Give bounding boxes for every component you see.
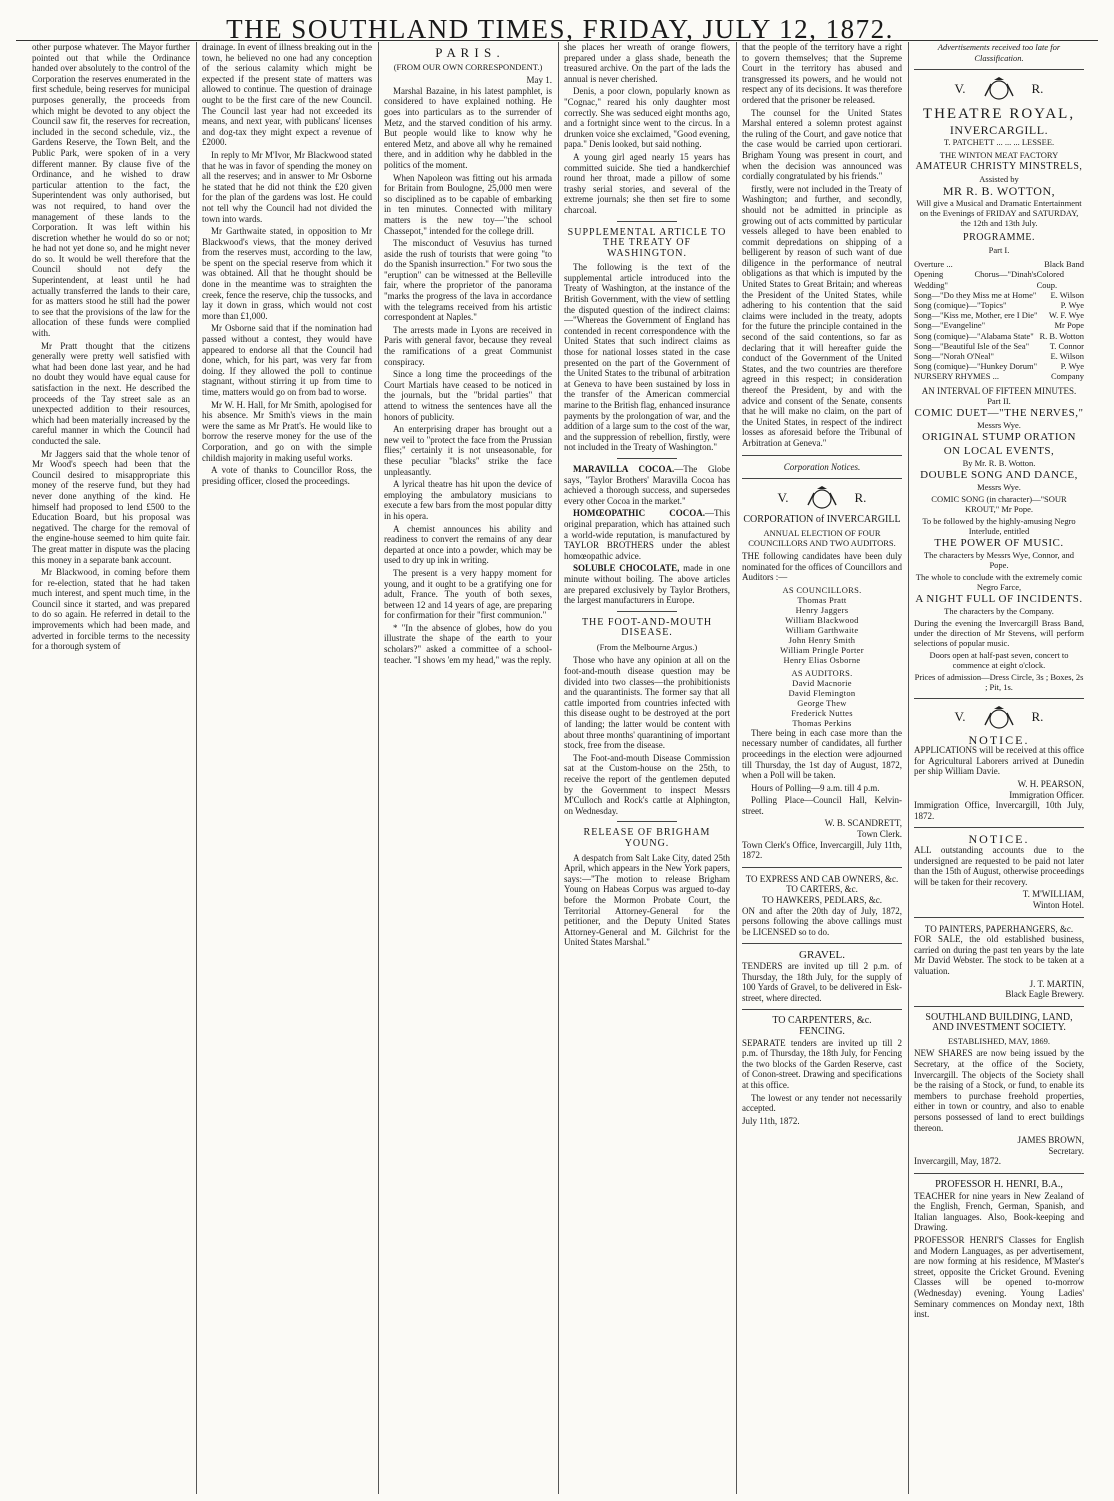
- column-2: [202, 42, 372, 1492]
- auditor: David Macnorie: [792, 677, 852, 688]
- lessee-line: T. PATCHETT ... ... ... LESSEE.: [943, 137, 1055, 148]
- article-paragraph: The misconduct of Vesuvius has turned aside the rush of tourists that were going "to do the Spanish insurrection." For two sous the "eruption" can be witnessed at the Belleville fair, where the proprietor of the panorama "marks the progress of the lava in accordance with the telegrams received from his artistic correspondent at Naples.": [384, 238, 552, 323]
- councillor: William Garthwaite: [785, 624, 859, 635]
- programme-item: Song—"Do they Miss me at Home" E. Wilson: [914, 289, 1084, 300]
- article-paragraph: A despatch from Salt Lake City, dated 25th April, which appears in the New York papers, says:—"The motion to release Brigham Young on Habeas Corpus was argued to-day before the Mormon Probate Court, the Territorial Attorney-General for the petitioner, and the Deputy United States Attorney-General and M. Gilchrist for the United States Marshal.": [564, 852, 730, 948]
- crest-icon: [982, 705, 1016, 731]
- programme-item: Opening Chorus—"Dinah's Wedding" Colored Coup.: [914, 269, 1064, 290]
- councillor: Henry Elias Osborne: [783, 654, 861, 665]
- divider: [914, 69, 1084, 70]
- article-paragraph: The present is a very happy moment for young, and it ought to be a gratifying one for adult, France. The youth of both sexes, between 12 and 14 years of age, are preparing for confirmation for their "first communion.": [384, 567, 552, 621]
- performers: Messrs Wye.: [977, 419, 1021, 430]
- masthead-rule: [16, 40, 1098, 41]
- column-separator: [736, 42, 737, 1494]
- auditor: David Flemington: [788, 687, 856, 698]
- programme-item: Song (comique)—"Topics" P. Wye: [914, 300, 1084, 310]
- divider: [914, 1006, 1084, 1007]
- programme-item: Song (comique)—"Alabama State" R. B. Wotton: [914, 330, 1084, 341]
- crest-icon: [805, 485, 839, 511]
- notice-date: July 11th, 1872.: [742, 1115, 800, 1126]
- article-paragraph: Mr W. H. Hall, for Mr Smith, apologised for his absence. Mr Smith's views in the main were the same as Mr Pratt's. He would like to borrow the reserve money for the use of the Corporation, and go on with the simple childish majority in making useful works.: [202, 399, 372, 463]
- notice-heading: NOTICE.: [968, 732, 1030, 747]
- divider: [742, 1009, 902, 1010]
- signature-title: Black Eagle Brewery.: [1005, 989, 1084, 1000]
- column-6: [914, 42, 1084, 1492]
- article-paragraph: firstly, were not included in the Treaty of Washington; and further, and secondly, should not be admitted in principle as growing out of acts committed by particular vessels alleged to have been enabled to commit depredations on shipping of a belligerent by reason of such want of due diligence in the performance of neutral obligations as that which is imputed by the United States to Great Britain; and whereas the President of the United States, while adhering to his contention that the said claims were included in the treaty, adopts for the future the principle contained in the second of the said contentions, so far as declaring that it will hereafter guide the conduct of the Government of the United States, and the two countries are therefore agreed in this respect; in consideration thereof the President, by and with the advice and consent of the Senate, consents that he will make no claim, on the part of the United States, in respect of the indirect losses as aforesaid before the Tribunal of Arbitration at Geneva.": [742, 183, 902, 448]
- signature: T. M'WILLIAM,: [1022, 889, 1084, 900]
- building-society-heading: SOUTHLAND BUILDING, LAND, AND INVESTMENT SOCIETY.: [925, 1011, 1073, 1034]
- ad-title: HOMŒOPATHIC COCOA.: [573, 508, 705, 519]
- notice-text: NEW SHARES are now being issued by the Secretary, at the office of the Society, Invercargill. The objects of the Society shall be the raising of a Stock, or fund, to enable its members to purchase freehold properties, either in town or country, and also to enable persons possessed of land to erect buildings thereon.: [914, 1048, 1084, 1133]
- part-label: Part I.: [988, 245, 1010, 256]
- programme-item: Song—"Norah O'Neal" E. Wilson: [914, 351, 1084, 362]
- assisted-line: Assisted by: [979, 174, 1019, 185]
- article-paragraph: The following is the text of the supplemental article introduced into the Treaty of Washington, at the instance of the British Government, with the view of settling the disputed question of the indirect claims:—"Whereas the Government of England has contended in recent correspondence with the United States that such indirect claims as those for national losses stated in the case presented on the part of the Government of the United States to the tribunal of arbitration at Geneva to have been sustained by loss in the transfer of the American commercial marine to the British flag, enhanced insurance payments by the prolongation of war, and the addition of a large sum to the cost of the war, and the suppression of rebellion, firstly, were not included in the Treaty of Washington.": [564, 262, 730, 453]
- divider: [914, 917, 1084, 918]
- royal-crest: V. R.: [742, 485, 902, 511]
- notice-text: The lowest or any tender not necessarily accepted.: [742, 1092, 902, 1114]
- councillors-label: AS COUNCILLORS.: [782, 584, 862, 595]
- article-paragraph: she places her wreath of orange flowers, prepared under a glass shade, beneath the treasured archive. On the part of the lads the annual is never cherished.: [564, 42, 730, 84]
- notice-date: Immigration Office, Invercargill, 10th July, 1872.: [914, 800, 1084, 821]
- performers: The characters by the Company.: [944, 605, 1054, 616]
- crest-icon: [982, 76, 1016, 102]
- article-paragraph: The Foot-and-mouth Disease Commission sat at the Custom-house on the 25th, to receive the report of the gentlemen deputed by the Government to inspect Messrs M'Culloch and Rock's cattle at Alphington, on Wednesday.: [564, 752, 730, 816]
- notice-text: TENDERS are invited up till 2 p.m. of Thursday, the 18th July, for the supply of 100 Yards of Gravel, to be delivered in Esk-street, where directed.: [742, 961, 902, 1003]
- stump-oration: ORIGINAL STUMP ORATION ON LOCAL EVENTS,: [922, 430, 1076, 457]
- column-separator: [378, 42, 379, 1494]
- night-of-incidents: A NIGHT FULL OF INCIDENTS.: [915, 592, 1083, 605]
- divider: [617, 221, 677, 222]
- signature-title: Secretary.: [1048, 1145, 1084, 1156]
- councillor: John Henry Smith: [788, 634, 856, 645]
- comic-song: COMIC SONG (in character)—"SOUR KROUT," Mr Pope.: [931, 493, 1067, 514]
- notice-text: There being in each case more than the necessary number of candidates, all further proceedings in the election were adjourned till Thursday, the 1st day of August, 1872, when a Poll will be taken.: [742, 727, 902, 781]
- notice-date: Invercargill, May, 1872.: [914, 1156, 1001, 1167]
- column-separator: [558, 42, 559, 1494]
- notice-heading: TO EXPRESS AND CAB OWNERS, &c.: [745, 873, 899, 884]
- corporation-subtitle: ANNUAL ELECTION OF FOUR COUNCILLORS AND TWO AUDITORS.: [748, 527, 896, 549]
- signature: JAMES BROWN,: [1017, 1135, 1084, 1146]
- notice-text: THE following candidates have been duly nominated for the offices of Councillors and Auditors :—: [742, 550, 902, 583]
- article-paragraph: Mr Osborne said that if the nomination had passed without a contest, they would have appeared to endorse all that the Council had done, which, for his part, was very far from doing. If they allowed the poll to continue stagnant, without stirring it up from time to time, matters would go on from bad to worse.: [202, 323, 372, 397]
- office-date: Town Clerk's Office, Invercargill, July 11th, 1872.: [742, 839, 902, 861]
- article-paragraph: A young girl aged nearly 15 years has committed suicide. She tied a handkerchief round her throat, made a pillow of some trashy serial stories, and several of the extreme journals; she then set fire to some charcoal.: [564, 151, 730, 215]
- royal-crest: V. R.: [914, 705, 1084, 731]
- divider: [914, 698, 1084, 699]
- column-separator: [196, 42, 197, 1494]
- wotton-name: MR R. B. WOTTON,: [942, 184, 1056, 199]
- ad-text: —This original preparation, which has attained such a world-wide reputation, is manufactured by TAYLOR BROTHERS under the ablest homœopathic advice.: [564, 508, 730, 561]
- article-paragraph: drainage. In event of illness breaking out in the town, he believed no one had any conception of the serious calamity which might be expected if the present state of matters was allowed to continue. The question of drainage ought to be the first care of the new Council. The Council last year had not exceeded its means, and next year, with publicans' licenses and dog-tax they might expect a revenue of £2000.: [202, 42, 372, 148]
- source-note: (From the Melbourne Argus.): [596, 641, 698, 652]
- article-paragraph: Since a long time the proceedings of the Court Martials have ceased to be noticed in the journals, but the "bridal parties" that attend to witness the sentences have all the honors of publicity.: [384, 369, 552, 422]
- performers: Messrs Wye.: [977, 481, 1021, 492]
- ad-title: SOLUBLE CHOCOLATE,: [573, 563, 680, 574]
- notice-heading: TO HAWKERS, PEDLARS, &c.: [761, 895, 883, 906]
- signature: J. T. MARTIN,: [1029, 978, 1084, 989]
- notice-heading: TO CARTERS, &c.: [786, 884, 858, 895]
- auditor: George Thew: [797, 697, 847, 708]
- band-note: During the evening the Invercargill Brass Band, under the direction of Mr Stevens, will perform selections of popular music.: [914, 617, 1084, 648]
- fencing-heading: FENCING.: [799, 1025, 845, 1037]
- column-1: [32, 42, 190, 1492]
- section-heading-brigham: RELEASE OF BRIGHAM YOUNG.: [583, 827, 711, 849]
- divider: [914, 827, 1084, 828]
- section-heading-foot-mouth: THE FOOT-AND-MOUTH DISEASE.: [581, 616, 713, 639]
- programme-item: NURSERY RHYMES ... Company: [914, 371, 1084, 382]
- performers: The characters by Messrs Wye, Connor, and Pope.: [923, 549, 1075, 570]
- ad-title: MARAVILLA COCOA.: [573, 463, 675, 474]
- column-5: [742, 42, 902, 1492]
- divider: [617, 611, 677, 612]
- notice-heading: NOTICE.: [968, 832, 1030, 847]
- article-paragraph: * "In the absence of globes, how do you illustrate the shape of the earth to your scholars?" asked a committee of a school-teacher. "I shows 'em my head," was the reply.: [384, 622, 552, 665]
- royal-crest: V. R.: [914, 76, 1084, 102]
- ad-text: —The Globe says, "Taylor Brothers' Maravilla Cocoa has achieved a thorough success, and supersedes every other Cocoa in the market.": [564, 463, 730, 506]
- column-separator: [908, 42, 909, 1494]
- auditor: Thomas Perkins: [792, 717, 852, 728]
- factory-line: THE WINTON MEAT FACTORY: [939, 150, 1059, 161]
- article-paragraph: The counsel for the United States Marshal entered a solemn protest against the ruling of the Court, and gave notice that the case would be carried upon certiorari. Brigham Young was present in court, and when the decision was announced was cordially congratulated by his friends.": [742, 107, 902, 182]
- article-paragraph: Mr Pratt thought that the citizens generally were pretty well satisfied with what had been done last year, and he had no doubt they would have equal cause for satisfaction in the next. He described the proceeds of the Tay street sale as an unexpected addition to their resources, which had been materially increased by the careful manner in which the Council had conducted the sale.: [32, 340, 190, 446]
- signature: W. B. SCANDRETT,: [824, 818, 902, 829]
- article-paragraph: Mr Jaggers said that the whole tenor of Mr Wood's speech had been that the Council desired to misappropriate this money of the reserve fund, but they had never done anything of the kind. He himself had proposed to lend £500 to the Education Board, but his proposal was negatived. The charge for the removal of the engine-house seemed to him quite fair. The great matter in dispute was the placing this money in a separate bank account.: [32, 448, 190, 565]
- painters-heading: TO PAINTERS, PAPERHANGERS, &c.: [924, 923, 1074, 934]
- notice-text: APPLICATIONS will be received at this office for Agricultural Laborers arrived at Dunedin per ship William Davie.: [914, 745, 1084, 777]
- article-paragraph: A vote of thanks to Councillor Ross, the presiding officer, closed the proceedings.: [202, 465, 372, 486]
- part-label: Part II.: [987, 395, 1011, 406]
- notice-text: TEACHER for nine years in New Zealand of the English, French, German, Spanish, and Italian languages. Also, Book-keeping and Drawing.: [914, 1190, 1084, 1233]
- councillor: Henry Jaggers: [795, 604, 849, 615]
- programme-item: Song—"Kiss me, Mother, ere I Die" W. F. Wye: [914, 310, 1084, 321]
- notice-text: FOR SALE, the old established business, carried on during the past ten years by the late Mr David Webster. The stock to be taken at a valuation.: [914, 934, 1084, 976]
- councillor: William Pringle Porter: [780, 644, 864, 655]
- theatre-city: INVERCARGILL.: [949, 123, 1049, 138]
- followed-line: To be followed by the highly-amusing Negro Interlude, entitled: [922, 515, 1076, 536]
- gravel-heading: GRAVEL.: [799, 949, 845, 962]
- power-of-music: THE POWER OF MUSIC.: [934, 536, 1064, 549]
- programme-item: Song—"Beautiful Isle of the Sea" T. Connor: [914, 340, 1084, 351]
- ad-text: made in one minute without boiling. The above articles are prepared exclusively by Taylor Brothers, the largest manufacturers in Europe.: [564, 563, 730, 606]
- masthead-title: THE SOUTHLAND TIMES, FRIDAY, JULY 12, 1872.: [226, 14, 894, 44]
- article-paragraph: In reply to Mr M'Ivor, Mr Blackwood stated that he was in favor of spending the money on all the reserves; and in answer to Mr Osborne he stated that he did not think the £20 given for the plan of the gardens was lost. He could not tell why the Council had not divided the town into wards.: [202, 149, 372, 224]
- divider: [742, 867, 902, 868]
- article-paragraph: The arrests made in Lyons are received in Paris with general favor, because they reveal the ramifications of a great Communist conspiracy.: [384, 324, 552, 367]
- conclude-line: The whole to conclude with the extremely comic Negro Farce,: [915, 571, 1083, 592]
- late-ads-note: Advertisements received too late for Classification.: [937, 42, 1061, 63]
- notice-text: PROFESSOR HENRI'S Classes for English and Modern Languages, as per advertisement, are now forming at his residence, M'Master's street, opposite the Cricket Ground. Evening Classes will be opened to-morrow (Wednesday) evening. Young Ladies' Seminary commences on Monday next, 18th inst.: [914, 1234, 1084, 1320]
- article-paragraph: Mr Blackwood, in coming before them for re-election, stated that he had taken much interest, and spent much time, in the Council since it started, and was prepared to do so again. He referred in detail to the improvements which had been made, and adverted in forcible terms to the necessity for a thorough system of: [32, 567, 190, 652]
- programme-item: Overture ... Black Band: [914, 259, 1084, 270]
- article-paragraph: other purpose whatever. The Mayor further pointed out that while the Ordinance handed over absolutely to the control of the Corporation the reserves enumerated in the first schedule, being reserves for municipal purposes generally, the proceeds from which might be devoted to any object the Council saw fit, the reserves for recreation, included in the second schedule, viz., the Gardens Reserve, the Town Belt, and the Public Park, were spoken of in a very different manner. By clause five of the Ordinance, and he wished to draw particular attention to the fact, the Superintendent was only authorised, but was not required, to hand over the management of these lands to the Corporation. It was left within his discretion whether he would do so or not; he had not yet done so, and he might never do so. It would be well therefore that the Council should not defy the Superintendent, at least until he had actually transferred the lands to their care, for as matters stood he still had the power to see that the provisions of the law for the allocation of these funds were complied with.: [32, 42, 190, 339]
- theatre-title: THEATRE ROYAL,: [922, 106, 1076, 123]
- double-song: DOUBLE SONG AND DANCE,: [920, 468, 1078, 481]
- interval-line: AN INTERVAL OF FIFTEEN MINUTES.: [921, 385, 1077, 396]
- comic-duet: COMIC DUET—"THE NERVES,": [914, 406, 1084, 419]
- auditor: Frederick Nuttes: [791, 707, 853, 718]
- signature-title: Immigration Officer.: [1009, 789, 1084, 800]
- divider: [742, 943, 902, 944]
- section-heading-treaty: SUPPLEMENTAL ARTICLE TO THE TREATY OF WASHINGTON.: [567, 226, 727, 259]
- article-paragraph: Mr Garthwaite stated, in opposition to Mr Blackwood's views, that the money derived from the reserves must, according to the law, be spent on the special reserve from which it was obtained. All that he thought should be done in the meantime was to straighten the creek, fence the reserve, chip the tussocks, and lay it down in grass, which would not cost more than £1,000.: [202, 226, 372, 321]
- polling-hours: Hours of Polling—9 a.m. till 4 p.m.: [751, 782, 880, 793]
- notice-text: SEPARATE tenders are invited up till 2 p.m. of Thursday, the 18th July, for Fencing the two blocks of the Garden Reserve, cast of Conon-street. Drawing and specifications at this office.: [742, 1037, 902, 1090]
- section-heading-paris: P A R I S .: [435, 45, 501, 60]
- programme-item: Song—"Evangeline" Mr Pope: [914, 320, 1084, 331]
- programme-item: Song (comique)—"Hunkey Dorum" P. Wye: [914, 361, 1084, 372]
- corporation-title: CORPORATION of INVERCARGILL: [743, 514, 901, 526]
- polling-place: Polling Place—Council Hall, Kelvin-street.: [742, 795, 902, 816]
- carpenters-heading: TO CARPENTERS, &c.: [772, 1015, 872, 1027]
- doors-note: Doors open at half-past seven, concert to commence at eight o'clock.: [929, 649, 1069, 670]
- signature-title: Town Clerk.: [857, 829, 902, 840]
- minstrels-title: AMATEUR CHRISTY MINSTRELS,: [915, 161, 1083, 173]
- auditors-label: AS AUDITORS.: [791, 667, 853, 678]
- divider: [617, 458, 677, 459]
- column-3: [384, 42, 552, 1492]
- notice-text: ALL outstanding accounts due to the undersigned are requested to be paid not later than the 15th of August, otherwise proceedings will be taken for their recovery.: [914, 844, 1084, 887]
- signature: W. H. PEARSON,: [1017, 779, 1084, 789]
- article-paragraph: that the people of the territory have a right to govern themselves; that the Supreme Court in the territory has abused and transgressed its powers, and he would not respect any of its decisions. It was therefore ordered that the prisoner be released.: [742, 42, 902, 105]
- divider: [617, 821, 677, 822]
- article-paragraph: A chemist announces his ability and readiness to convert the remains of any dear departed at once into a powder, which may be used to dry up ink in writing.: [384, 523, 552, 566]
- divider: [742, 455, 902, 456]
- prices-note: Prices of admission—Dress Circle, 3s ; Boxes, 2s ; Pit, 1s.: [914, 671, 1084, 692]
- divider: [914, 1173, 1084, 1174]
- wotton-text: Will give a Musical and Dramatic Entertainment on the Evenings of FRIDAY and SATURDAY, the 12th and 13th July.: [916, 198, 1082, 229]
- byline: (FROM OUR OWN CORRESPONDENT.): [393, 61, 543, 72]
- article-paragraph: Denis, a poor clown, popularly known as "Cognac," reared his only daughter most correctly. She was seduced eight months ago, and a fortnight since went to the circus. In a drunken voice she exclaimed, "Good evening, papa." Denis looked, but said nothing.: [564, 86, 730, 150]
- signature-title: Winton Hotel.: [1032, 899, 1084, 910]
- dateline: May 1.: [526, 75, 552, 86]
- councillor: Thomas Pratt: [797, 594, 847, 605]
- performers: By Mr. R. B. Wotton.: [962, 457, 1036, 468]
- councillor: William Blackwood: [785, 614, 859, 625]
- article-paragraph: Those who have any opinion at all on the foot-and-mouth disease question may be divided into two classes—the prohibitionists and the quarantinists. The former say that all cattle imported from countries infected with this disease ought to be destroyed at the port of landing; the latter would be content with about three months' quarantining of important stock, free from the disease.: [564, 655, 730, 751]
- article-paragraph: When Napoleon was fitting out his armada for Britain from Boulogne, 25,000 men were so disciplined as to be capable of embarking in ten minutes. Connected with military matters is the new toy—"the school Chassepot," intended for the college drill.: [384, 172, 552, 236]
- notices-heading: Corporation Notices.: [783, 461, 861, 472]
- article-paragraph: A lyrical theatre has hit upon the device of employing the ambulatory musicians to execute a few bars from the most popular ditty in his opera.: [384, 479, 552, 521]
- article-paragraph: Marshal Bazaine, in his latest pamphlet, is considered to have explained nothing. He goes into particulars as to the surrender of Metz, and the starved condition of his army. But people would like to know why he entered Metz, and above all why he remained there, and in addition why he dabbled in the politics of the moment.: [384, 85, 552, 170]
- divider: [742, 478, 902, 479]
- programme-heading: PROGRAMME.: [963, 232, 1035, 244]
- column-4: [564, 42, 730, 1492]
- article-paragraph: An enterprising draper has brought out a new veil to "protect the face from the Prussian flies;" certainly it is not unseasonable, for these peculiar "blacks" strike the face unpleasantly.: [384, 424, 552, 477]
- established-line: ESTABLISHED, MAY, 1869.: [947, 1035, 1051, 1046]
- programme-list: [914, 259, 1084, 381]
- henri-heading: PROFESSOR H. HENRI, B.A.,: [935, 1179, 1063, 1190]
- notice-text: ON and after the 20th day of July, 1872, persons following the above callings must be LICENSED so to do.: [742, 905, 902, 937]
